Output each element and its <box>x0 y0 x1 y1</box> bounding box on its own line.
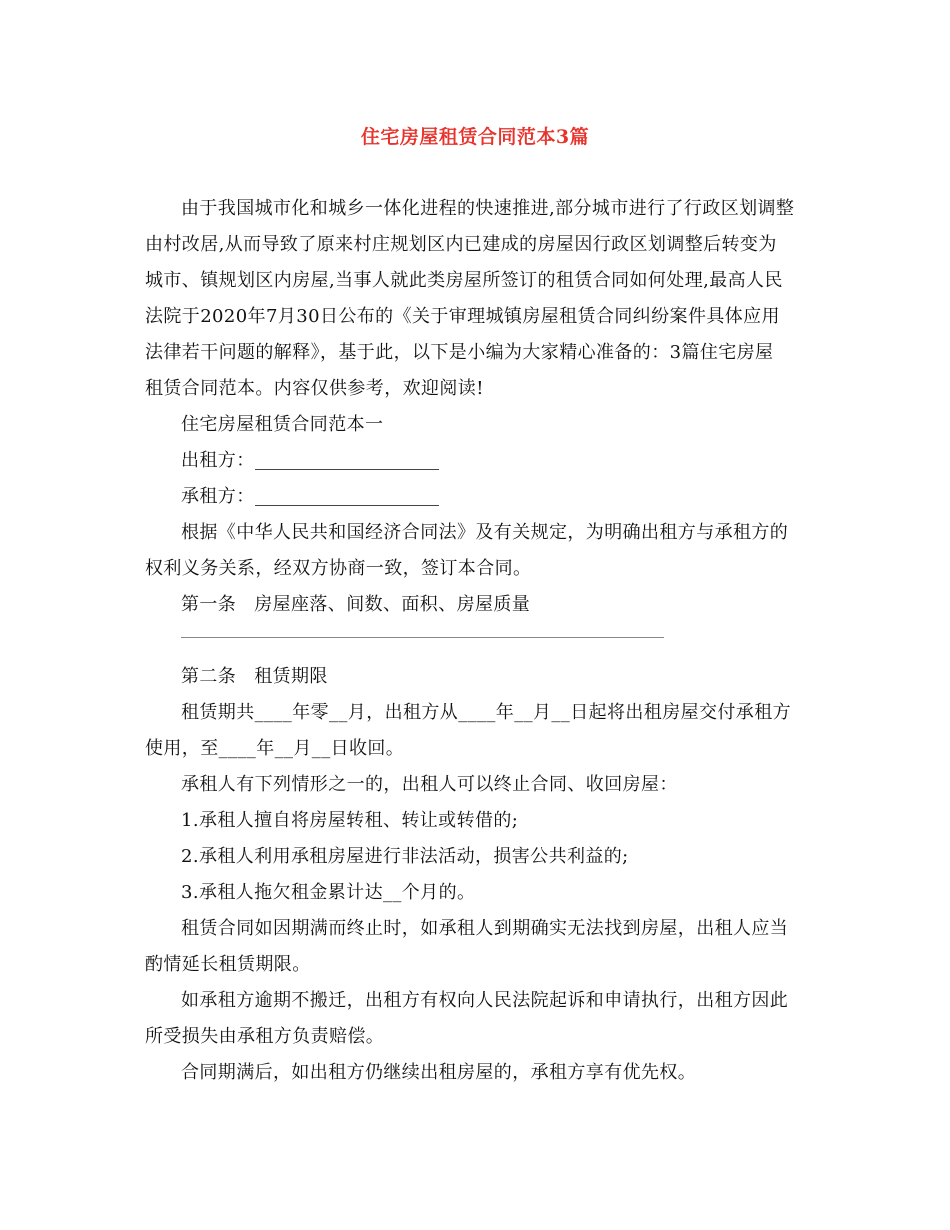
intro-line: 由于我国城市化和城乡一体化进程的快速推进,部分城市进行了行政区划调整 <box>181 198 795 219</box>
termination-item: 1.承租人擅自将房屋转租、转让或转借的; <box>181 810 519 831</box>
intro-line: 法律若干问题的解释》，基于此，以下是小编为大家精心准备的：3篇住宅房屋 <box>145 342 774 363</box>
article-2-heading <box>145 659 817 695</box>
intro-line: 由村改居,从而导致了原来村庄规划区内已建成的房屋因行政区划调整后转变为 <box>145 234 777 255</box>
lessee-blank <box>255 483 439 506</box>
intro-line: 法院于2020年7月30日公布的《关于审理城镇房屋租赁合同纠纷案件具体应用 <box>145 306 780 327</box>
overdue-line: 所受损失由承租方负责赔偿。 <box>145 1026 385 1047</box>
expiry-paragraph <box>145 911 817 983</box>
lessor-row <box>145 443 817 479</box>
article-2-title: 租赁期限 <box>254 666 328 687</box>
term-line: 租赁期共____年零__月，出租方从____年__月__日起将出租房屋交付承租方 <box>181 702 791 723</box>
article-1-fill-line <box>145 623 817 659</box>
section-title: 住宅房屋租赁合同范本一 <box>181 414 384 435</box>
lessor-blank <box>255 447 439 470</box>
article-2-number: 第二条 <box>181 666 237 687</box>
article-1-title: 房屋座落、间数、面积、房屋质量 <box>254 594 531 615</box>
lessor-label: 出租方： <box>181 450 255 471</box>
basis-line: 权利义务关系，经双方协商一致，签订本合同。 <box>145 558 532 579</box>
document-title: 住宅房屋租赁合同范本3篇 <box>360 126 590 148</box>
termination-item: 3.承租人拖欠租金累计达__个月的。 <box>181 882 476 903</box>
lessee-label: 承租方： <box>181 486 255 507</box>
overdue-paragraph <box>145 983 817 1055</box>
term-line: 使用，至____年__月__日收回。 <box>145 738 405 759</box>
lessee-row <box>145 479 817 515</box>
intro-line: 租赁合同范本。内容仅供参考，欢迎阅读! <box>145 378 484 399</box>
expiry-line: 酌情延长租赁期限。 <box>145 954 311 975</box>
intro-paragraph <box>145 191 817 407</box>
basis-paragraph <box>145 515 817 587</box>
article-1-number: 第一条 <box>181 594 237 615</box>
expiry-line: 租赁合同如因期满而终止时，如承租人到期确实无法找到房屋，出租人应当 <box>181 918 789 939</box>
document-body <box>145 191 817 1091</box>
termination-item: 2.承租人利用承租房屋进行非法活动，损害公共利益的; <box>181 846 629 867</box>
overdue-line: 如承租方逾期不搬迁，出租方有权向人民法院起诉和申请执行，出租方因此 <box>181 990 789 1011</box>
article-1-heading <box>145 587 817 623</box>
basis-line: 根据《中华人民共和国经济合同法》及有关规定，为明确出租方与承租方的 <box>181 522 789 543</box>
term-paragraph <box>145 695 817 767</box>
fill-rule <box>181 637 664 638</box>
renewal-paragraph: 合同期满后，如出租方仍继续出租房屋的，承租方享有优先权。 <box>181 1062 697 1083</box>
termination-intro: 承租人有下列情形之一的，出租人可以终止合同、收回房屋： <box>181 774 678 795</box>
intro-line: 城市、镇规划区内房屋,当事人就此类房屋所签订的租赁合同如何处理,最高人民 <box>145 270 783 291</box>
